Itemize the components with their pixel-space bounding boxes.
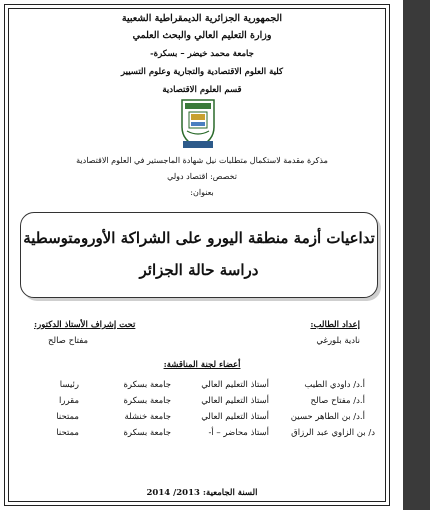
member-role: رئيسا xyxy=(59,380,79,390)
viewer-side-panel xyxy=(403,0,430,510)
member-name: أ.د/ بن الطاهر حسين xyxy=(290,412,365,422)
member-role: ممتحنا xyxy=(56,412,79,422)
department-line: قسم العلوم الاقتصادية xyxy=(162,85,242,95)
member-university: جامعة بسكرة xyxy=(123,428,171,438)
memo-title-intro: بعنوان: xyxy=(190,188,214,197)
member-rank: أستاذ التعليم العالي xyxy=(201,380,269,390)
thesis-title-line2: دراسة حالة الجزائر xyxy=(139,261,259,279)
university-seal-icon xyxy=(178,97,218,151)
supervisor-label: تحت إشراف الأستاذ الدكتور: xyxy=(34,320,136,330)
member-rank: أستاذ التعليم العالي xyxy=(201,396,269,406)
university-line: جامعة محمد خيضر – بسكرة- xyxy=(150,49,254,59)
thesis-title-line1: تداعيات أزمة منطقة اليورو على الشراكة الأورومتوسطية xyxy=(23,229,375,247)
memo-purpose: مذكرة مقدمة لاستكمال متطلبات نيل شهادة الماجستير في العلوم الاقتصادية xyxy=(76,156,328,165)
member-university: جامعة بسكرة xyxy=(123,396,171,406)
student-name: نادية بلورغي xyxy=(316,336,360,346)
member-name: أ.د/ مفتاح صالح xyxy=(310,396,365,406)
student-label: إعداد الطالب: xyxy=(310,320,360,330)
ministry-line: وزارة التعليم العالي والبحث العلمي xyxy=(132,30,272,41)
member-role: ممتحنا xyxy=(56,428,79,438)
member-name: د/ بن الزاوي عبد الرزاق xyxy=(291,428,375,438)
supervisor-name: مفتاح صالح xyxy=(48,336,89,346)
memo-specialty: تخصص: اقتصاد دولي xyxy=(167,172,237,181)
member-name: أ.د/ داودي الطيب xyxy=(304,380,365,390)
republic-line: الجمهورية الجزائرية الديمقراطية الشعبية xyxy=(121,13,283,24)
member-rank: أستاذ محاضر – أ- xyxy=(208,428,269,438)
academic-year: السنة الجامعية: 2013/ 2014 xyxy=(146,488,258,498)
thesis-title-box xyxy=(20,212,378,298)
member-role: مقررا xyxy=(58,396,79,406)
member-rank: أستاذ التعليم العالي xyxy=(201,412,269,422)
committee-heading: أعضاء لجنة المناقشة: xyxy=(163,360,241,370)
member-university: جامعة بسكرة xyxy=(123,380,171,390)
member-university: جامعة خنشلة xyxy=(124,412,171,422)
faculty-line: كلية العلوم الاقتصادية والتجارية وعلوم التسيير xyxy=(120,67,284,77)
